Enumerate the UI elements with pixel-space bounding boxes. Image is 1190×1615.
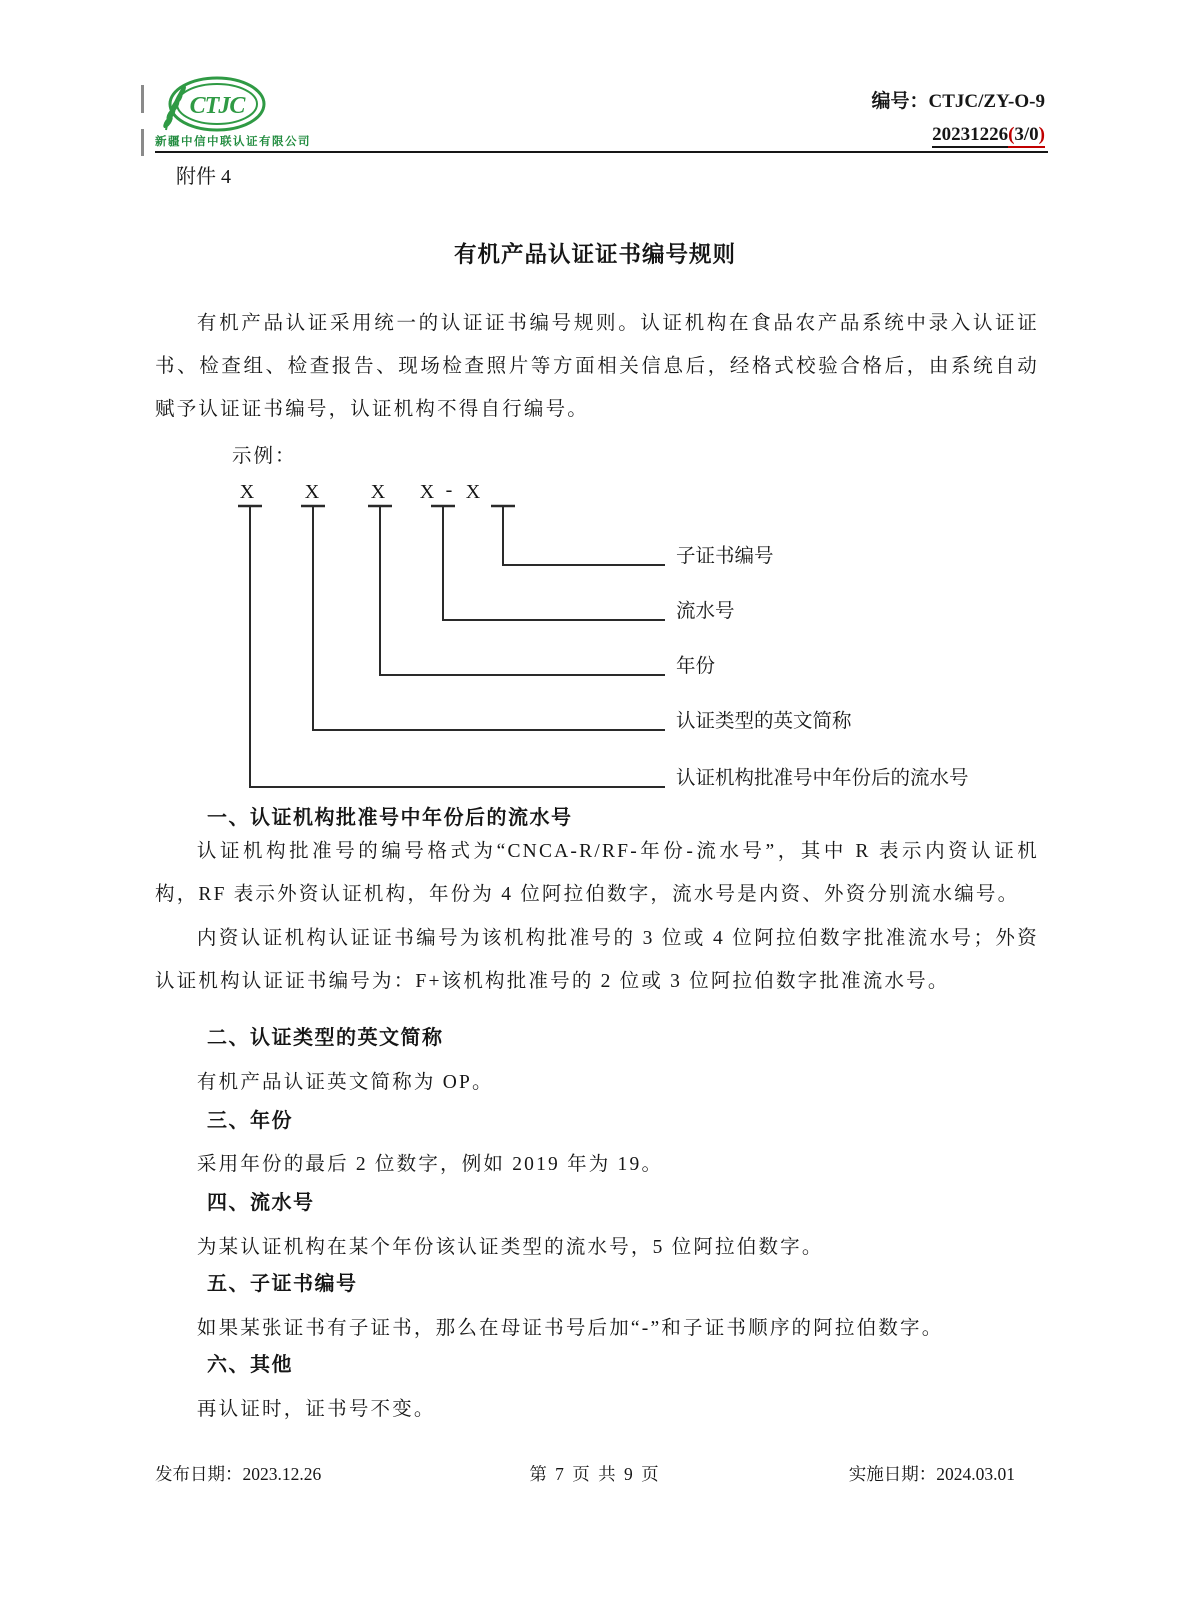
section-2-heading: 二、认证类型的英文简称 [207,1027,444,1049]
revision-code: (3/0) [1008,124,1045,148]
ctjc-logo [150,74,268,138]
document-number [872,86,1046,113]
diagram-label-subcert: 子证书编号 [676,546,774,567]
diagram-dash: - [445,479,453,501]
header-rule [155,151,1048,153]
diagram-label-certtype: 认证类型的英文简称 [676,711,852,732]
section-4-heading: 四、流水号 [207,1192,315,1214]
diagram-label-agency-no: 认证机构批准号中年份后的流水号 [676,768,969,789]
section-3-paragraph: 采用年份的最后 2 位数字，例如 2019 年为 19。 [196,1154,664,1175]
logo-letters: CTJC [189,93,245,119]
section-6-paragraph: 再认证时，证书号不变。 [196,1399,436,1420]
section-6-heading: 六、其他 [207,1354,293,1376]
diagram-x2: X [304,481,320,503]
section-3-heading: 三、年份 [207,1110,293,1132]
revision-date: 20231226 [932,124,1008,148]
diagram-x1: X [239,481,255,503]
section-1-heading: 一、认证机构批准号中年份后的流水号 [207,807,573,829]
page-title: 有机产品认证证书编号规则 [453,242,736,267]
document-number-value: CTJC/ZY-O-9 [928,91,1045,112]
revision-number [932,124,1045,146]
attachment-label: 附件 4 [176,166,231,188]
section-5-paragraph: 如果某张证书有子证书，那么在母证书号后加“-”和子证书顺序的阿拉伯数字。 [196,1318,944,1339]
section-4-paragraph: 为某认证机构在某个年份该认证类型的流水号，5 位阿拉伯数字。 [196,1237,824,1258]
intro-paragraph: 有机产品认证采用统一的认证证书编号规则。认证机构在食品农产品系统中录入认证证书、检查组、检查报告、现场检查照片等方面相关信息后，经格式校验合格后，由系统自动赋予认证证书编号，认证机构不得自行编号。 [155,313,1039,421]
example-label: 示例： [232,446,297,467]
implement-date: 实施日期：2024.03.01 [848,1464,1015,1484]
section-1-paragraph: 认证机构批准号的编号格式为“CNCA-R/RF-年份-流水号”，其中 R 表示内资认证机构，RF 表示外资认证机构，年份为 4 位阿拉伯数字，流水号是内资、外资分别流水编号。 [155,841,1039,906]
page-number: 第 7 页 共 9 页 [529,1464,661,1484]
diagram-x3: X [370,481,386,503]
issue-date: 发布日期：2023.12.26 [155,1464,322,1484]
section-2-paragraph: 有机产品认证英文简称为 OP。 [196,1072,494,1093]
revision-change-bar [141,85,144,113]
company-name: 新疆中信中联认证有限公司 [155,136,311,148]
diagram-label-year: 年份 [676,656,716,677]
certificate-number-diagram [152,468,1052,808]
diagram-x5: X [465,481,481,503]
diagram-x4: X [419,481,435,503]
diagram-label-serial: 流水号 [676,601,735,622]
section-5-heading: 五、子证书编号 [207,1273,358,1295]
section-1-paragraph: 内资认证机构认证证书编号为该机构批准号的 3 位或 4 位阿拉伯数字批准流水号；外资认证机构认证证书编号为：F+该机构批准号的 2 位或 3 位阿拉伯数字批准流水号。 [155,928,1039,993]
document-number-label: 编号： [871,91,929,112]
revision-change-bar [141,129,144,156]
